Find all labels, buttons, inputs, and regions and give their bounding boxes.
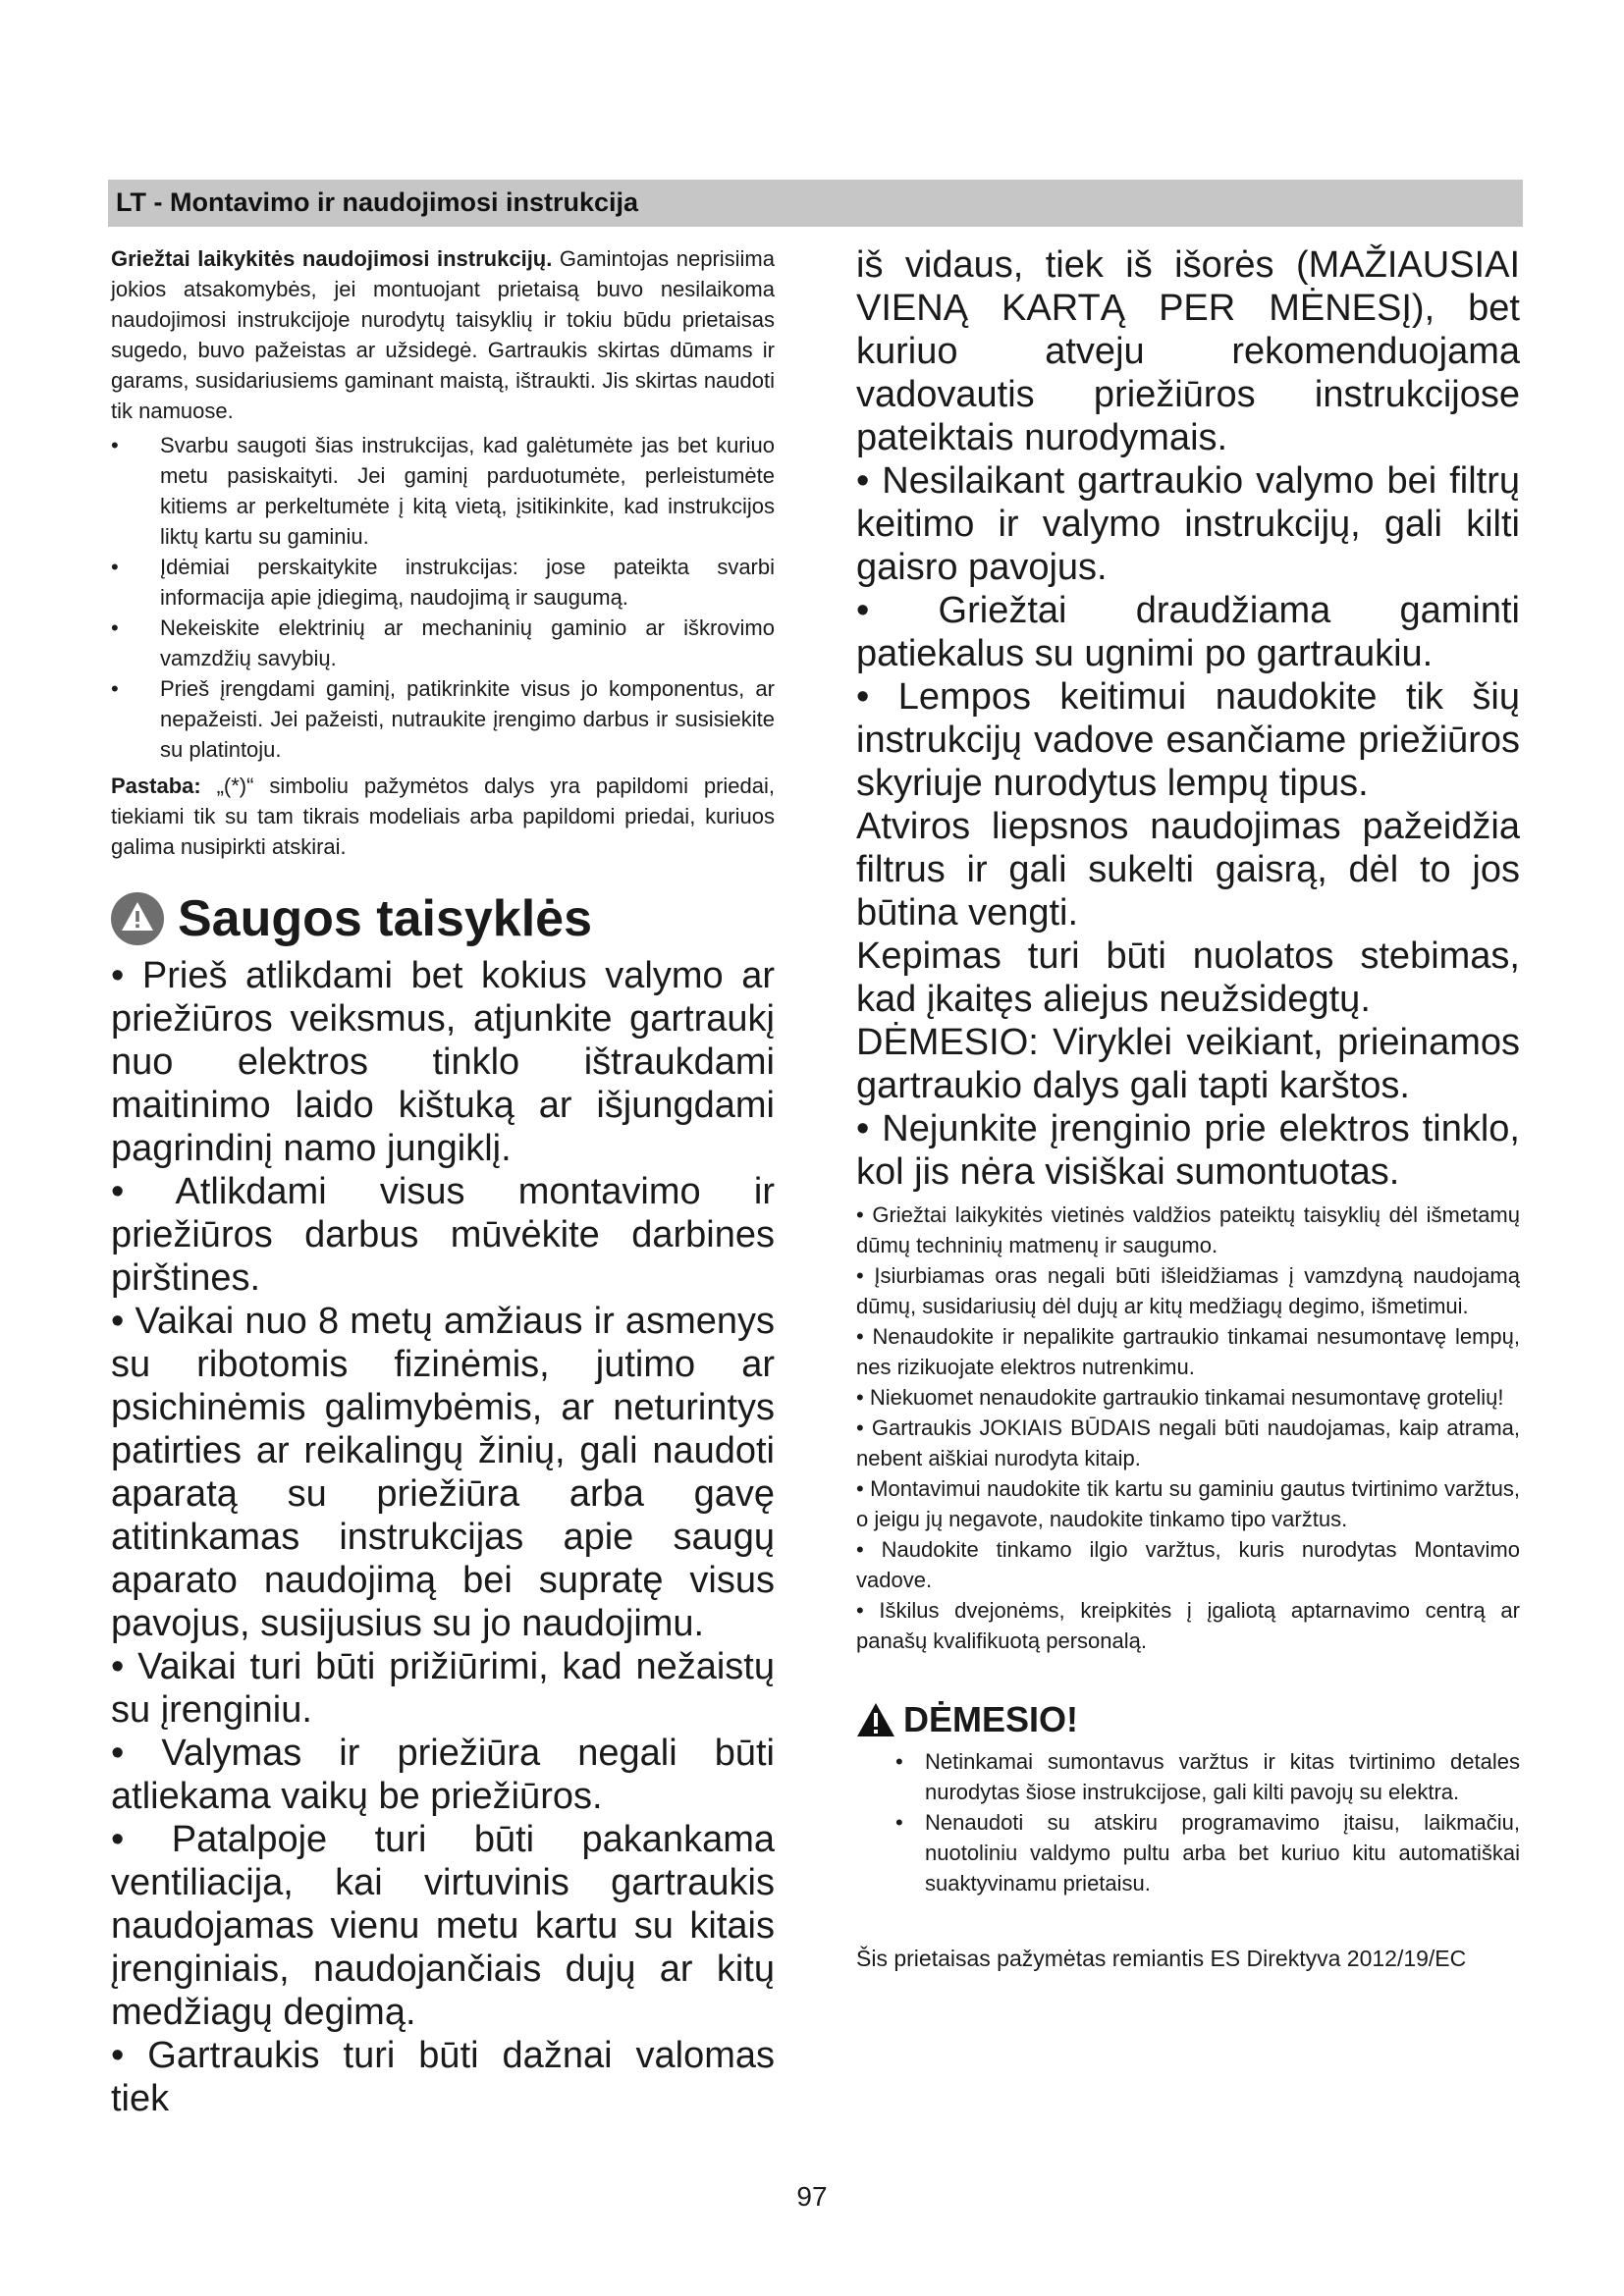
- safety-item: • Vaikai nuo 8 metų amžiaus ir asmenys su ribotomis fizinėmis, jutimo ar psichinėmis galimybėmis, ar neturintys patirties ar reikalingų žinių, gali naudoti aparatą su priežiūra arba gavę atitinkamas instrukcijas apie saugų aparato naudojimą bei supratę visus pavojus, susijusius su jo naudojimu.: [111, 1301, 775, 1644]
- list-item-text: Nenaudoti su atskiru programavimo įtaisu, laikmačiu, nuotoliniu valdymo pultu arba bet kuriuo kitu automatiškai suaktyvinamu prietaisu.: [925, 1810, 1520, 1896]
- bullet-glyph: •: [111, 676, 119, 701]
- note-text: „(*)“ simboliu pažymėtos dalys yra papildomi priedai, tiekiami tik su tam tikrais modeliais arba papildomi priedai, kuriuos galima nusipirkti atskirai.: [111, 774, 775, 859]
- note-label: Pastaba:: [111, 774, 201, 798]
- left-column: [111, 243, 775, 2120]
- list-item-text: Netinkamai sumontavus varžtus ir kitas tvirtinimo detales nurodytas šiose instrukcijose, gali kilti pavojų su elektra.: [925, 1749, 1520, 1804]
- list-item-text: Prieš įrengdami gaminį, patikrinkite visus jo komponentus, ar nepažeisti. Jei pažeisti, nutraukite įrengimo darbus ir susisiekite su platintoju.: [160, 676, 775, 762]
- header-bar: [108, 180, 1523, 227]
- safety-item: • Nejunkite įrenginio prie elektros tinklo, kol jis nėra visiškai sumontuotas.: [856, 1108, 1520, 1193]
- bullet-glyph: •: [111, 555, 119, 579]
- warning-circle-icon: [111, 892, 164, 945]
- rule-item: • Įsiurbiamas oras negali būti išleidžiamas į vamzdyną naudojamą dūmų, susidariusių dėl dujų ar kitų medžiagų degimo, išmetimui.: [856, 1263, 1520, 1318]
- warning-title: DĖMESIO!: [903, 1699, 1079, 1739]
- safety-item: • Patalpoje turi būti pakankama ventiliacija, kai virtuvinis gartraukis naudojamas vienu metu kartu su kitais įrenginiais, naudojančiais dujų ar kitų medžiagų degimą.: [111, 1819, 775, 2033]
- list-item: [111, 430, 775, 552]
- rule-item: • Iškilus dvejonėms, kreipkitės į įgaliotą aptarnavimo centrą ar panašų kvalifikuotą personalą.: [856, 1598, 1520, 1653]
- bullet-glyph: •: [111, 433, 119, 457]
- list-item-text: Įdėmiai perskaitykite instrukcijas: jose pateikta svarbi informacija apie įdiegimą, naudojimą ir saugumą.: [160, 555, 775, 610]
- warning-triangle-icon: [856, 1702, 895, 1737]
- safety-item: • Prieš atlikdami bet kokius valymo ar priežiūros veiksmus, atjunkite gartraukį nuo elektros tinklo ištraukdami maitinimo laido kištuką ar išjungdami pagrindinį namo jungiklį.: [111, 955, 775, 1169]
- intro-bold: Griežtai laikykitės naudojimosi instrukcijų.: [111, 246, 553, 271]
- list-item-text: Svarbu saugoti šias instrukcijas, kad galėtumėte jas bet kuriuo metu pasiskaityti. Jei gaminį parduotumėte, perleistumėte kitiems ar perkeltumėte į kitą vietą, įsitikinkite, kad instrukcijos liktų kartu su gaminiu.: [160, 433, 775, 549]
- note-paragraph: [111, 771, 775, 862]
- rule-item: • Nenaudokite ir nepalikite gartraukio tinkamai nesumontavę lempų, nes rizikuojate elektros nutrenkimu.: [856, 1324, 1520, 1379]
- rule-item: • Griežtai laikykitės vietinės valdžios pateiktų taisyklių dėl išmetamų dūmų techninių matmenų ir saugumo.: [856, 1202, 1520, 1257]
- safety-item: • Vaikai turi būti prižiūrimi, kad nežaistų su įrenginiu.: [111, 1646, 775, 1731]
- safety-item: iš vidaus, tiek iš išorės (MAŽIAUSIAI VIENĄ KARTĄ PER MĖNESĮ), bet kuriuo atveju rekomenduojama vadovautis priežiūros instrukcijose pateiktais nurodymais.: [856, 244, 1520, 458]
- safety-item: Kepimas turi būti nuolatos stebimas, kad įkaitęs aliejus neužsidegtų.: [856, 935, 1520, 1020]
- directive-text: Šis prietaisas pažymėtas remiantis ES Direktyva 2012/19/EC: [856, 1946, 1467, 1971]
- rule-item: • Naudokite tinkamo ilgio varžtus, kuris nurodytas Montavimo vadove.: [856, 1537, 1520, 1592]
- rule-item: • Niekuomet nenaudokite gartraukio tinkamai nesumontavę grotelių!: [856, 1385, 1504, 1410]
- rule-item: • Montavimui naudokite tik kartu su gaminiu gautus tvirtinimo varžtus, o jeigu jų negavote, naudokite tinkamo tipo varžtus.: [856, 1476, 1520, 1531]
- bullet-glyph: •: [895, 1810, 903, 1835]
- safety-item: • Valymas ir priežiūra negali būti atliekama vaikų be priežiūros.: [111, 1733, 775, 1817]
- intro-paragraph: [111, 243, 775, 426]
- warning-heading: [856, 1699, 1520, 1740]
- bullet-glyph: •: [895, 1749, 903, 1774]
- list-item: [895, 1807, 1520, 1898]
- section-heading: [111, 889, 775, 948]
- safety-item: DĖMESIO: Viryklei veikiant, prieinamos gartraukio dalys gali tapti karštos.: [856, 1022, 1520, 1106]
- page-number: 97: [796, 2181, 828, 2212]
- list-item: [895, 1746, 1520, 1807]
- bullet-glyph: •: [111, 615, 119, 640]
- list-item: [111, 613, 775, 673]
- safety-item: • Gartraukis turi būti dažnai valomas tiek: [111, 2035, 775, 2119]
- exclamation-triangle-glyph: [120, 900, 155, 934]
- list-item-text: Nekeiskite elektrinių ar mechaninių gaminio ar iškrovimo vamzdžių savybių.: [160, 615, 775, 670]
- safety-item: Atviros liepsnos naudojimas pažeidžia filtrus ir gali sukelti gaisrą, dėl to jos būtina vengti.: [856, 806, 1520, 934]
- intro-text: Gamintojas neprisiima jokios atsakomybės, jei montuojant prietaisą buvo nesilaikoma naudojimosi instrukcijoje nurodytų taisyklių ir tokiu būdu prietaisas sugedo, buvo pažeistas ar užsidegė. Gartraukis skirtas dūmams ir garams, susidariusiems gaminant maistą, ištraukti. Jis skirtas naudoti tik namuose.: [111, 246, 775, 423]
- safety-item: • Atlikdami visus montavimo ir priežiūros darbus mūvėkite darbines pirštines.: [111, 1171, 775, 1299]
- safety-item: • Lempos keitimui naudokite tik šių instrukcijų vadove esančiame priežiūros skyriuje nurodytus lempų tipus.: [856, 676, 1520, 804]
- list-item: [111, 673, 775, 765]
- list-item: [111, 552, 775, 613]
- right-column: [856, 243, 1520, 1974]
- page-header-title: LT - Montavimo ir naudojimosi instrukcija: [116, 187, 639, 217]
- section-title: Saugos taisyklės: [178, 890, 592, 947]
- safety-item: • Griežtai draudžiama gaminti patiekalus su ugnimi po gartraukiu.: [856, 590, 1520, 674]
- safety-item: • Nesilaikant gartraukio valymo bei filtrų keitimo ir valymo instrukcijų, gali kilti gaisro pavojus.: [856, 460, 1520, 588]
- rule-item: • Gartraukis JOKIAIS BŪDAIS negali būti naudojamas, kaip atrama, nebent aiškiai nurodyta kitaip.: [856, 1415, 1520, 1470]
